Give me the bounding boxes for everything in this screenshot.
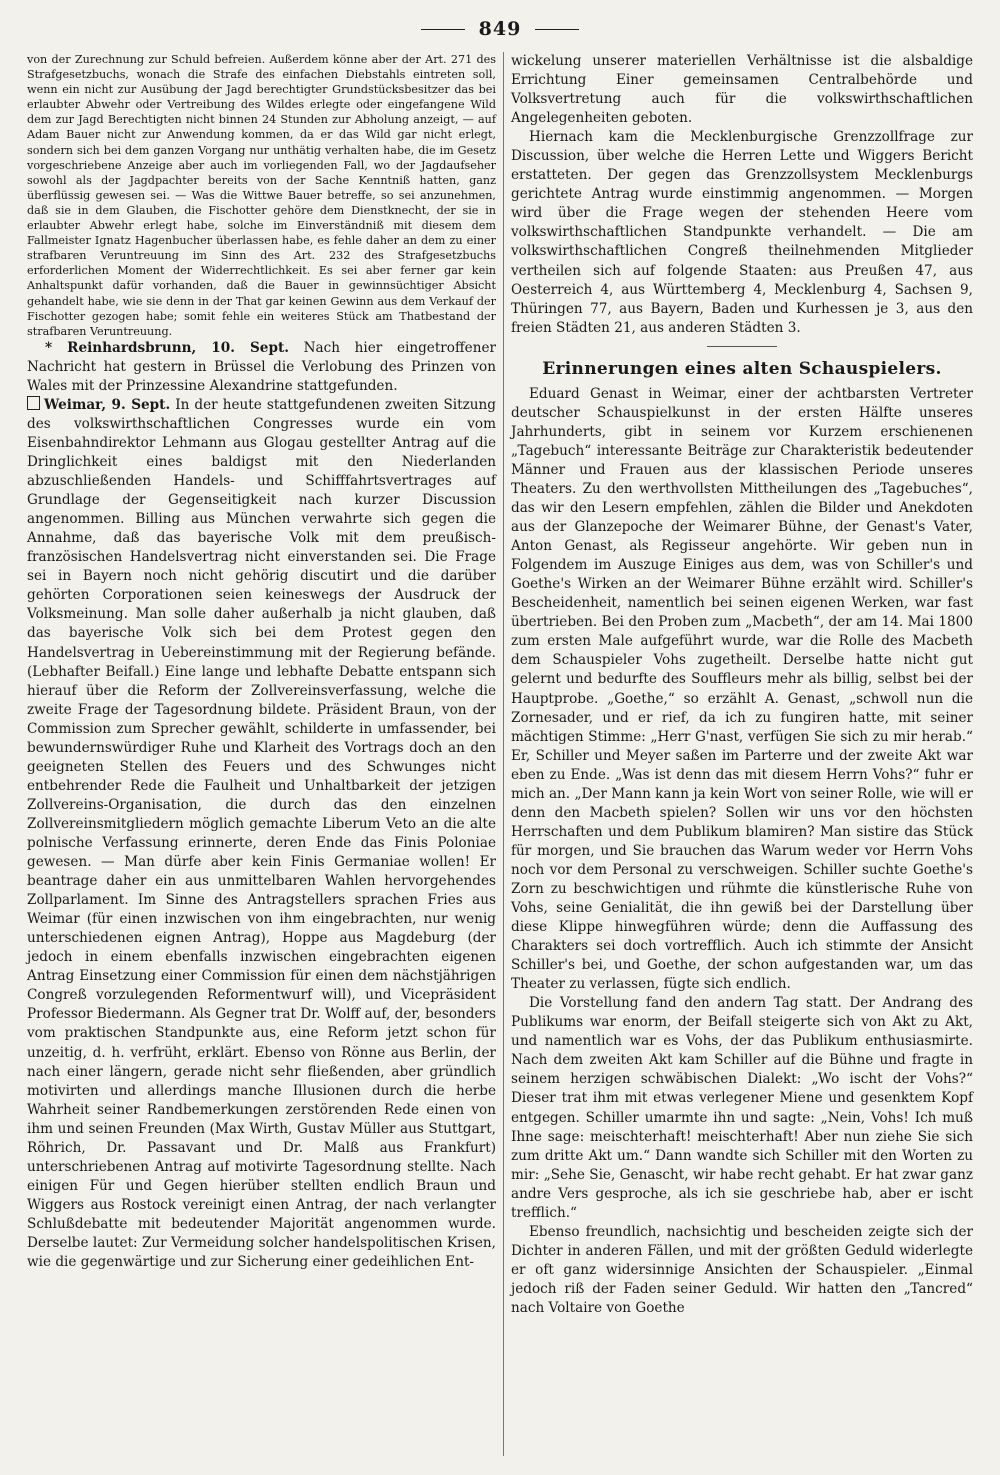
square-bullet-icon <box>27 396 40 410</box>
memoir-paragraph-3: Ebenso freundlich, nachsichtig und bescheiden zeigte sich der Dichter in anderen Fällen, und mit der größten Geduld widerlegte er oft ganz widersinnige Ansichten der Schauspieler. „Einmal jedoch riß der Faden seiner Geduld. Wir hatten den „Tancred“ nach Voltaire von Goethe <box>511 1223 973 1316</box>
congress-paragraph-2: Hiernach kam die Mecklenburgische Grenzzollfrage zur Discussion, über welche die Herren Lette und Wiggers Bericht erstatteten. Der gegen das Grenzzollsystem Mecklenburgs gerichtete Antrag wurde einstimmig angenommen. — Morgen wird über die Frage wegen der stehenden Heere vom volkswirthschaftlichen Standpunkte verhandelt. — Die am volkswirthschaftlichen Congreß theilnehmenden Mitglieder vertheilen sich auf folgende Staaten: aus Preußen 47, aus Oesterreich 4, aus Württemberg 4, Mecklenburg 4, Sachsen 9, Thüringen 77, aus Bayern, Baden und Kurhessen je 3, aus den freien Städten 21, aus anderen Städten 3. <box>511 129 973 336</box>
court-report-paragraph: von der Zurechnung zur Schuld befreien. Außerdem könne aber der Art. 271 des Strafgesetzbuchs, wonach die Strafe des einfachen Diebstahls eintreten soll, wenn ein nicht zur Ausübung der Jagd berechtigter Grundstücksbesitzer das bei erlaubter Abwehr oder Vertreibung des Wildes erlegte oder eingefangene Wild dem zur Jagd Berechtigten nicht binnen 24 Stunden zur Abholung anzeigt, — auf Adam Bauer nicht zur Anwendung kommen, da er das Wild gar nicht erlegt, sondern sich bei dem ganzen Vorgang nur unthätig verhalten habe, die im Gesetz vorgeschriebene Anzeige aber auch im vorliegenden Fall, wo der Jagdaufseher sowohl als der Jagdpachter bereits von der Sache Kenntniß hatten, ganz überflüssig gewesen sei. — Was die Wittwe Bauer betreffe, so sei anzunehmen, daß sie in dem Glauben, die Fischotter gehöre dem Dienstknecht, der sie in erlaubter Abwehr erlegt habe, solche im Einverständniß mit diesem dem Fallmeister Ignatz Hagenbucher überlassen habe, es fehle daher an dem zu einer strafbaren Veruntreuung im Sinn des Art. 232 des Strafgesetzbuchs erforderlichen Moment der Widerrechtlichkeit. Es sei aber ferner gar kein Anhaltspunkt dafür vorhanden, daß die Bauer in gewinnsüchtiger Absicht gehandelt habe, wie sie denn in der That gar keinen Gewinn aus dem Verkauf der Fischotter gezogen habe; somit fehle ein weiteres Stück am Thatbestand der strafbaren Veruntreuung. <box>27 53 496 338</box>
left-column <box>27 52 496 1272</box>
section-title: Erinnerungen eines alten Schauspielers. <box>542 358 942 379</box>
right-column <box>511 52 973 1318</box>
page-header <box>0 14 1000 44</box>
header-rule-right <box>535 29 579 30</box>
column-divider <box>503 52 504 1456</box>
reinhardsbrunn-dateline: * Reinhardsbrunn, 10. Sept. <box>45 339 289 356</box>
weimar-dateline: Weimar, 9. Sept. <box>44 396 171 413</box>
weimar-article <box>27 396 496 1272</box>
memoir-paragraph-1: Eduard Genast in Weimar, einer der achtbarsten Vertreter deutscher Schauspielkunst in der ersten Hälfte unseres Jahrhunderts, gibt in seinem vor Kurzem erschienenen „Tagebuch“ interessante Beiträge zur Charakteristik bedeutender Männer und Frauen aus der klassischen Periode unseres Theaters. Zu den werthvollsten Mittheilungen des „Tagebuches“, das wir den Lesern empfehlen, zählen die Bilder und Anekdoten aus der Glanzepoche der Weimarer Bühne, der Genast's Vater, Anton Genast, als Regisseur angehörte. Wir geben nun in Folgendem im Auszuge Einiges aus dem, was von Schiller's und Goethe's Wirken an der Weimarer Bühne erzählt wird. Schiller's Bescheidenheit, namentlich bei seinen eigenen Werken, war fast übertrieben. Bei den Proben zum „Macbeth“, der am 14. Mai 1800 zum ersten Male aufgeführt wurde, war die Rolle des Macbeth dem Schauspieler Vohs zugetheilt. Derselbe hatte nicht gut gelernt und bedurfte des Souffleurs mehr als billig, selbst bei der Hauptprobe. „Goethe,“ so erzählt A. Genast, „schwoll nun die Zornesader, und er rief, da ich zu fungiren hatte, mit seiner mächtigen Stimme: „Herr G'nast, verfügen Sie sich zu mir herab.“ Er, Schiller und Meyer saßen im Parterre und der zweite Akt war eben zu Ende. „Was ist denn das mit diesem Herrn Vohs?“ fuhr er mich an. „Der Mann kann ja kein Wort von seiner Rolle, wie will er denn den Macbeth spielen? Sollen wir uns vor den höchsten Herrschaften und dem Publikum blamiren? Man sistire das Stück für morgen, und Sie brauchen das Warum weder vor Herrn Vohs noch vor dem Personal zu verschweigen. Schiller suchte Goethe's Zorn zu beschwichtigen und rühmte die künstlerische Ruhe von Vohs, seine Genialität, die ihn gewiß bei der Darstellung über diese Klippe hinwegführen würde; denn die Auffassung des Charakters sei doch vortrefflich. Auch ich stimmte der Ansicht Schiller's bei, und Goethe, der schon aufgestanden war, um das Theater zu verlassen, fügte sich endlich. <box>511 385 973 993</box>
header-rule-left <box>421 29 465 30</box>
weimar-text: In der heute stattgefundenen zweiten Sitzung des volkswirthschaftlichen Congresses wurde ein vom Eisenbahndirektor Lehmann aus Glogau gestellter Antrag auf die Dringlichkeit eines baldigst mit den Niederlanden abzuschließenden Handels- und Schifffahrtsvertrages auf Grundlage der Gegenseitigkeit nach kurzer Discussion angenommen. Billing aus München verwahrte sich gegen die Annahme, daß das bayerische Volk mit dem preußisch-französischen Handelsvertrag nicht einverstanden sei. Die Frage sei in Bayern noch nicht gehörig discutirt und die darüber gehörten Corporationen seien keineswegs der Ausdruck der Volksmeinung. Man solle daher außerhalb ja nicht glauben, daß das bayerische Volk sich bei dem Protest gegen den Handelsvertrag in Uebereinstimmung mit der Regierung befände. (Lebhafter Beifall.) Eine lange und lebhafte Debatte entspann sich hierauf über die Reform der Zollvereinsverfassung, welche die zweite Frage der Tagesordnung bildete. Präsident Braun, von der Commission zum Sprecher gewählt, schilderte in umfassender, bei bewundernswürdiger Ruhe und Klarheit des Vortrags doch an den geeigneten Stellen des Feuers und des Schwunges nicht entbehrender Rede die Faulheit und Unhaltbarkeit der jetzigen Zollvereins-Organisation, die durch das den einzelnen Zollvereinsmitgliedern möglich gemachte Liberum Veto an die alte polnische Verfassung erinnerte, deren Ende das Finis Poloniae gewesen. — Man dürfe aber kein Finis Germaniae wollen! Er beantrage daher ein aus unmittelbaren Wahlen hervorgehendes Zollparlament. Im Sinne des Antragstellers sprachen Fries aus Weimar (für einen inzwischen von ihm eingebrachten, nur wenig unterschiedenen eignen Antrag), Hoppe aus Magdeburg (der jedoch in einem ebenfalls inzwischen eingebrachten eigenen Antrag Einsetzung einer Commission für einen dem nächstjährigen Congreß vorzulegenden Reformentwurf will), und Vicepräsident Professor Biedermann. Als Gegner trat Dr. Wolff auf, der, besonders vom praktischen Standpunkte aus, eine Reform jetzt schon für unzeitig, d. h. verfrüht, erklärt. Ebenso von Rönne aus Berlin, der nach einer längern, gerade nicht sehr fließenden, aber gründlich motivirten und allerdings manche Illusionen durch die herbe Wahrheit seiner Randbemerkungen zerstörenden Rede einen von ihm und seinen Freunden (Max Wirth, Gustav Müller aus Stuttgart, Röhrich, Dr. Passavant und Dr. Malß aus Frankfurt) unterschriebenen Antrag auf motivirte Tagesordnung stellte. Nach einigen Für und Gegen hierüber stellten endlich Braun und Wiggers aus Rostock vereinigt einen Antrag, der nach verlangter Schlußdebatte mit bedeutender Majorität angenommen wurde. Derselbe lautet: Zur Vermeidung solcher handelspolitischen Krisen, wie die gegenwärtige und zur Sicherung einer gedeihlichen Ent- <box>27 396 496 1271</box>
reinhardsbrunn-article <box>27 339 496 396</box>
section-separator <box>511 338 973 356</box>
page-number: 849 <box>478 18 522 40</box>
memoir-paragraph-2: Die Vorstellung fand den andern Tag statt. Der Andrang des Publikums war enorm, der Beifall steigerte sich von Akt zu Akt, und namentlich war es Vohs, der das Publikum enthusiasmirte. Nach dem zweiten Akt kam Schiller auf die Bühne und fragte in seinem herzigen schwäbischen Dialekt: „Wo ischt der Vohs?“ Dieser trat ihm mit etwas verlegener Miene und gesenktem Kopf entgegen. Schiller umarmte ihn und sagte: „Nein, Vohs! Ich muß Ihne sage: meischterhaft! meischterhaft! Aber nun ziehe Sie sich zum dritte Akt um.“ Dann wandte sich Schiller mit den Worten zu mir: „Sehe Sie, Genascht, wir habe recht gehabt. Er hat zwar ganz andre Vers gesproche, als ich sie geschriebe hab, aber er ischt trefflich.“ <box>511 995 973 1221</box>
reinhardsbrunn-text: Nach hier eingetroffener Nachricht hat gestern in Brüssel die Verlobung des Prinzen von Wales mit der Prinzessine Alexandrine stattgefunden. <box>27 339 496 394</box>
congress-continuation: wickelung unserer materiellen Verhältnisse ist die alsbaldige Errichtung Einer gemeinsamen Centralbehörde und Volksvertretung auch für die volkswirthschaftlichen Angelegenheiten geboten. <box>511 53 973 127</box>
